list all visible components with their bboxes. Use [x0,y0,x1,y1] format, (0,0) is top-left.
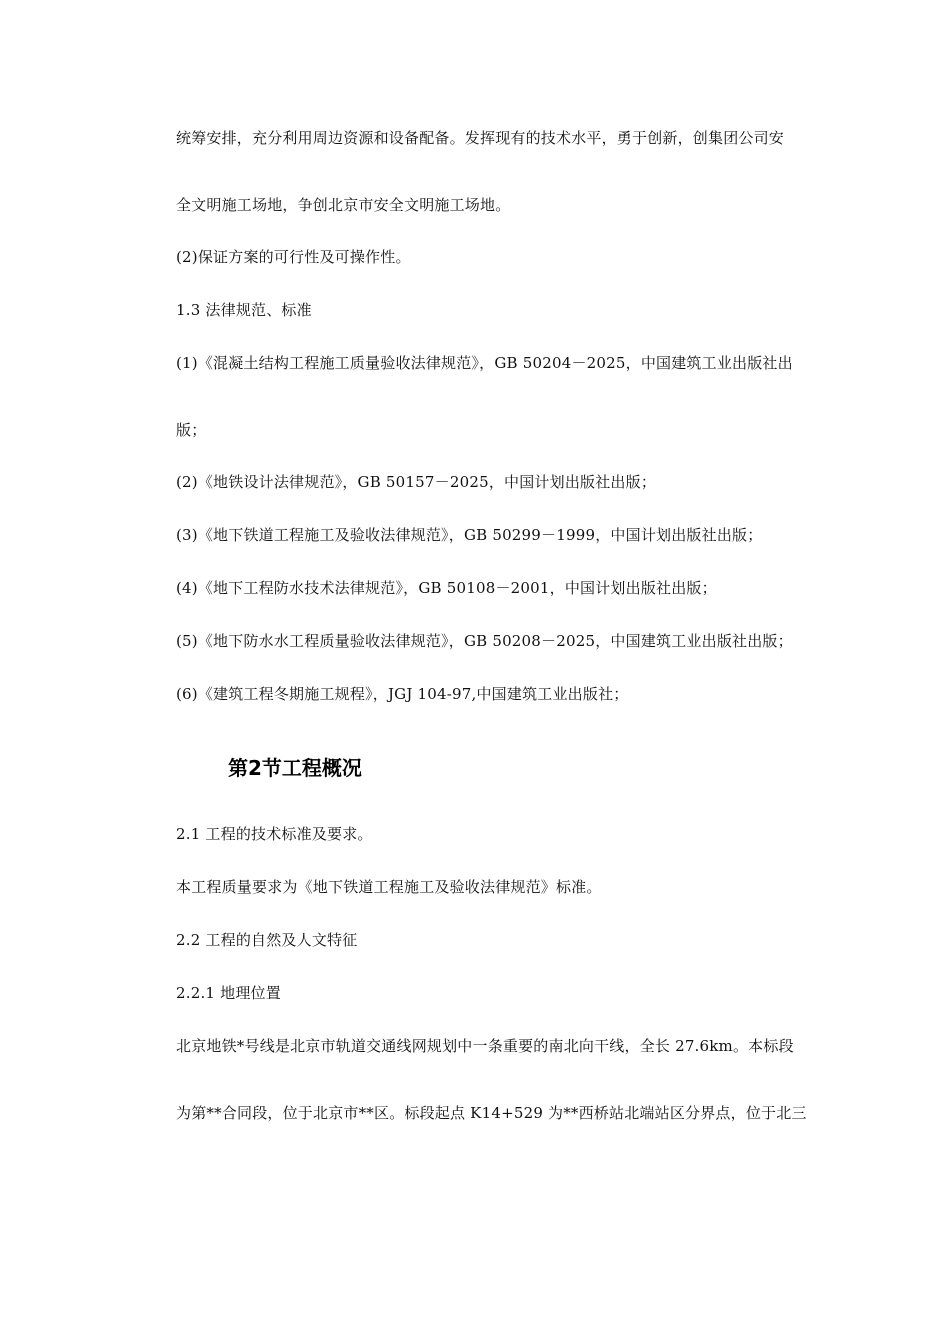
section-heading: 第2节工程概况 [228,756,362,780]
reference-item: (5)《地下防水水工程质量验收法律规范》，GB 50208－2025，中国建筑工业出版社出版； [176,632,793,650]
reference-item: (1)《混凝土结构工程施工质量验收法律规范》，GB 50204－2025，中国建筑工业出版社出 [176,354,793,372]
list-item: (2)保证方案的可行性及可操作性。 [176,248,411,266]
subsection-title: 2.1 工程的技术标准及要求。 [176,825,373,843]
paragraph-line: 北京地铁*号线是北京市轨道交通线网规划中一条重要的南北向干线，全长 27.6km。本标段 [176,1037,794,1055]
reference-item: (2)《地铁设计法律规范》，GB 50157－2025，中国计划出版社出版； [176,473,657,491]
reference-item-continuation: 版； [176,421,207,439]
subsection-title: 2.2.1 地理位置 [176,984,281,1002]
subsection-title: 1.3 法律规范、标准 [176,301,312,319]
paragraph-line: 统筹安排，充分利用周边资源和设备配备。发挥现有的技术水平，勇于创新，创集团公司安 [176,129,785,147]
reference-item: (3)《地下铁道工程施工及验收法律规范》，GB 50299－1999，中国计划出版社出版； [176,526,763,544]
paragraph-line: 全文明施工场地，争创北京市安全文明施工场地。 [176,196,511,214]
paragraph-line: 本工程质量要求为《地下铁道工程施工及验收法律规范》标准。 [176,878,602,896]
reference-item: (6)《建筑工程冬期施工规程》，JGJ 104-97,中国建筑工业出版社； [176,685,629,703]
paragraph-line: 为第**合同段，位于北京市**区。标段起点 K14+529 为**西桥站北端站区分界点，位于北三 [176,1104,807,1122]
subsection-title: 2.2 工程的自然及人文特征 [176,931,358,949]
reference-item: (4)《地下工程防水技术法律规范》，GB 50108－2001，中国计划出版社出版； [176,579,717,597]
